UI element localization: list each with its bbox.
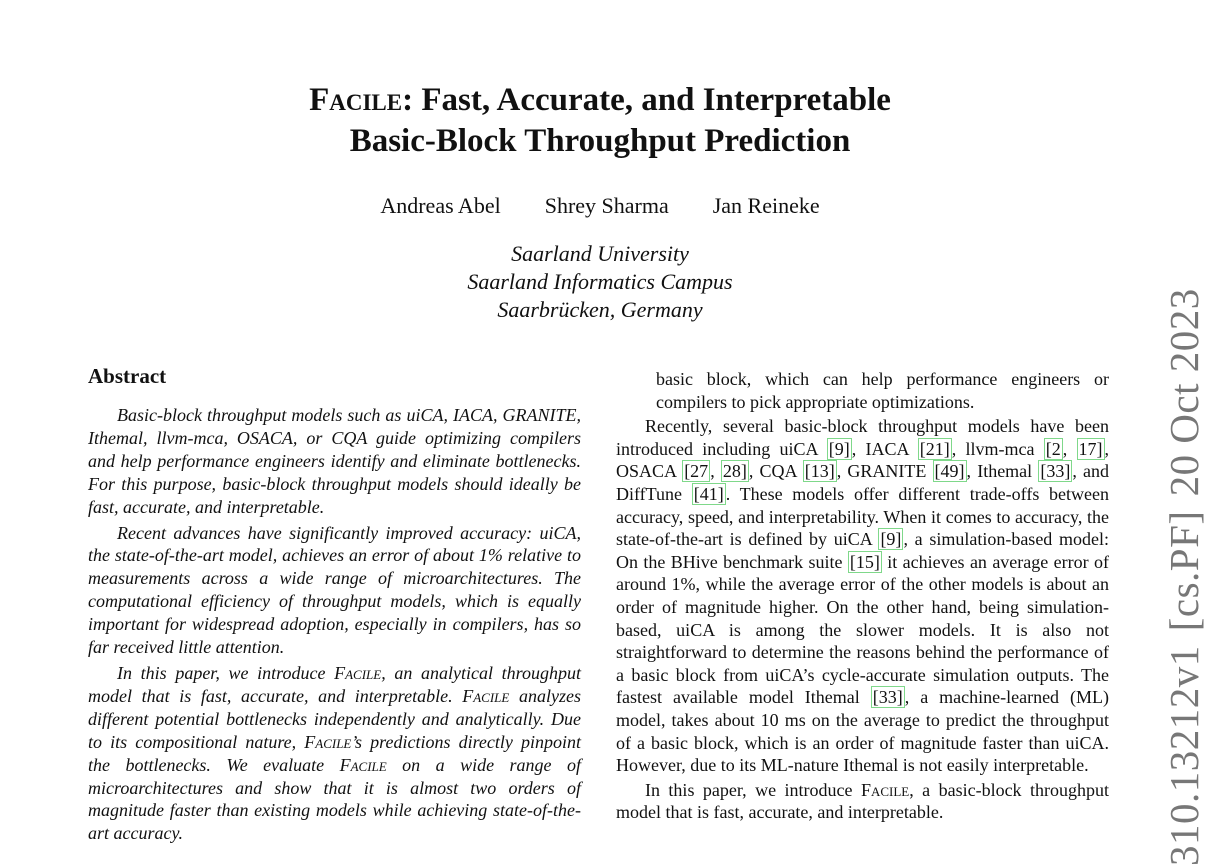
citation-link[interactable]: [2 xyxy=(1045,438,1061,459)
text-run: In this paper, we introduce xyxy=(645,779,861,800)
title-system-name: Facile xyxy=(309,82,403,118)
text-run: , Ithemal xyxy=(966,461,1039,482)
author-name: Shrey Sharma xyxy=(544,193,669,218)
abstract-paragraph xyxy=(88,662,581,845)
text-run: analyzes different potential bottlenecks independently and analytically. Due to its compositional nature, xyxy=(88,685,581,752)
text-run: , an analytical throughput model that is fast, accurate, and interpretable. xyxy=(88,662,581,706)
affiliation-line: Saarland University xyxy=(511,241,689,266)
text-run: , xyxy=(1062,438,1077,459)
text-run: In this paper, we introduce xyxy=(117,662,335,683)
text-run: ’s predictions directly pinpoint the bottlenecks. We evaluate xyxy=(88,731,582,775)
affiliation xyxy=(0,240,1200,324)
text-run: , a machine-learned (ML) model, takes about 10 ms on the average to predict the throughput of a basic block, which is an order of magnitude faster than uiCA. However, due to its ML-nature Ithemal is not easily interpretable. xyxy=(616,687,1109,776)
citation-link[interactable]: [33] xyxy=(872,687,903,708)
text-run: , a simulation-based model: On the BHive benchmark suite xyxy=(616,529,1109,572)
citation-link[interactable]: [9] xyxy=(828,438,850,459)
affiliation-line: Saarbrücken, Germany xyxy=(497,297,703,322)
abstract-paragraph: Basic-block throughput models such as uiCA, IACA, GRANITE, Ithemal, llvm-mca, OSACA, or CQA guide optimizing compilers and help performance engineers identify and eliminate bottlenecks. For this purpose, basic-block throughput models should ideally be fast, accurate, and interpretable. xyxy=(88,405,581,517)
text-run: , CQA xyxy=(748,461,803,482)
citation-link[interactable]: [33] xyxy=(1040,461,1071,482)
author-list xyxy=(0,191,1200,221)
title-line-1 xyxy=(0,80,1200,121)
paper-title xyxy=(0,80,1200,162)
title-line-1-rest: : Fast, Accurate, and Interpretable xyxy=(402,82,891,118)
intro-continuation: basic block, which can help performance engineers or compilers to pick appropriate optimizations. xyxy=(656,369,1109,412)
system-name: Facile xyxy=(304,731,352,752)
abstract-body xyxy=(88,404,581,848)
system-name: Facile xyxy=(339,754,387,775)
text-run: on a wide range of microarchitectures and show that it is almost two orders of magnitude faster than existing models while achieving state-of-the-art accuracy. xyxy=(88,754,581,844)
arxiv-category: [cs.PF] xyxy=(1161,510,1207,632)
title-line-2: Basic-Block Throughput Prediction xyxy=(349,123,851,159)
author-name: Jan Reineke xyxy=(712,193,820,218)
text-run: , and DiffTune xyxy=(616,461,1109,504)
arxiv-stamp xyxy=(1160,274,1208,866)
arxiv-id: 310.13212v1 xyxy=(1161,645,1207,866)
text-run: . These models offer different trade-offs between accuracy, speed, and interpretability. When it comes to accuracy, the state-of-the-art is defined by uiCA xyxy=(616,483,1110,550)
text-run: Recently, several basic-block throughput models have been introduced including uiCA xyxy=(616,416,1109,459)
text-run: , xyxy=(710,461,721,482)
system-name: Facile xyxy=(334,662,382,683)
abstract-heading: Abstract xyxy=(88,364,167,388)
author-name: Andreas Abel xyxy=(380,193,501,218)
intro-paragraph xyxy=(616,779,1109,824)
citation-link[interactable]: [49] xyxy=(934,461,965,482)
system-name: Facile xyxy=(860,779,910,800)
citation-link[interactable]: [21] xyxy=(919,438,950,459)
citation-link[interactable]: [15] xyxy=(849,551,880,572)
text-run: , IACA xyxy=(851,438,918,459)
text-run: , OSACA xyxy=(616,438,1110,482)
text-run: it achieves an average error of around 1%, while the average error of the other models is about an order of magnitude higher. On the other hand, being simulation-based, uiCA is among the slower models. It is also not straightforward to determine the reasons behind the performance of a basic block from uiCA’s cycle-accurate simulation outputs. The fastest available model Ithemal xyxy=(616,551,1109,708)
text-run: , llvm-mca xyxy=(951,438,1044,459)
citation-link[interactable]: [27 xyxy=(684,461,709,482)
introduction-body xyxy=(616,368,1109,826)
citation-link[interactable]: 17] xyxy=(1078,438,1103,459)
abstract-paragraph: Recent advances have significantly improved accuracy: uiCA, the state-of-the-art model, achieves an error of about 1% relative to measurements across a wide range of microarchitectures. The computational efficiency of throughput models, which is equally important for widespread adoption, especially in compilers, has so far received little attention. xyxy=(88,522,581,658)
citation-link[interactable]: [41] xyxy=(693,483,724,504)
intro-paragraph xyxy=(616,415,1109,777)
system-name: Facile xyxy=(462,685,510,706)
text-run: , a basic-block throughput model that is fast, accurate, and interpretable. xyxy=(616,779,1109,823)
citation-link[interactable]: 28] xyxy=(722,461,747,482)
affiliation-line: Saarland Informatics Campus xyxy=(467,269,733,294)
citation-link[interactable]: [9] xyxy=(880,529,902,550)
text-run: , GRANITE xyxy=(836,461,933,482)
arxiv-date: 20 Oct 2023 xyxy=(1161,288,1207,497)
citation-link[interactable]: [13] xyxy=(804,461,835,482)
